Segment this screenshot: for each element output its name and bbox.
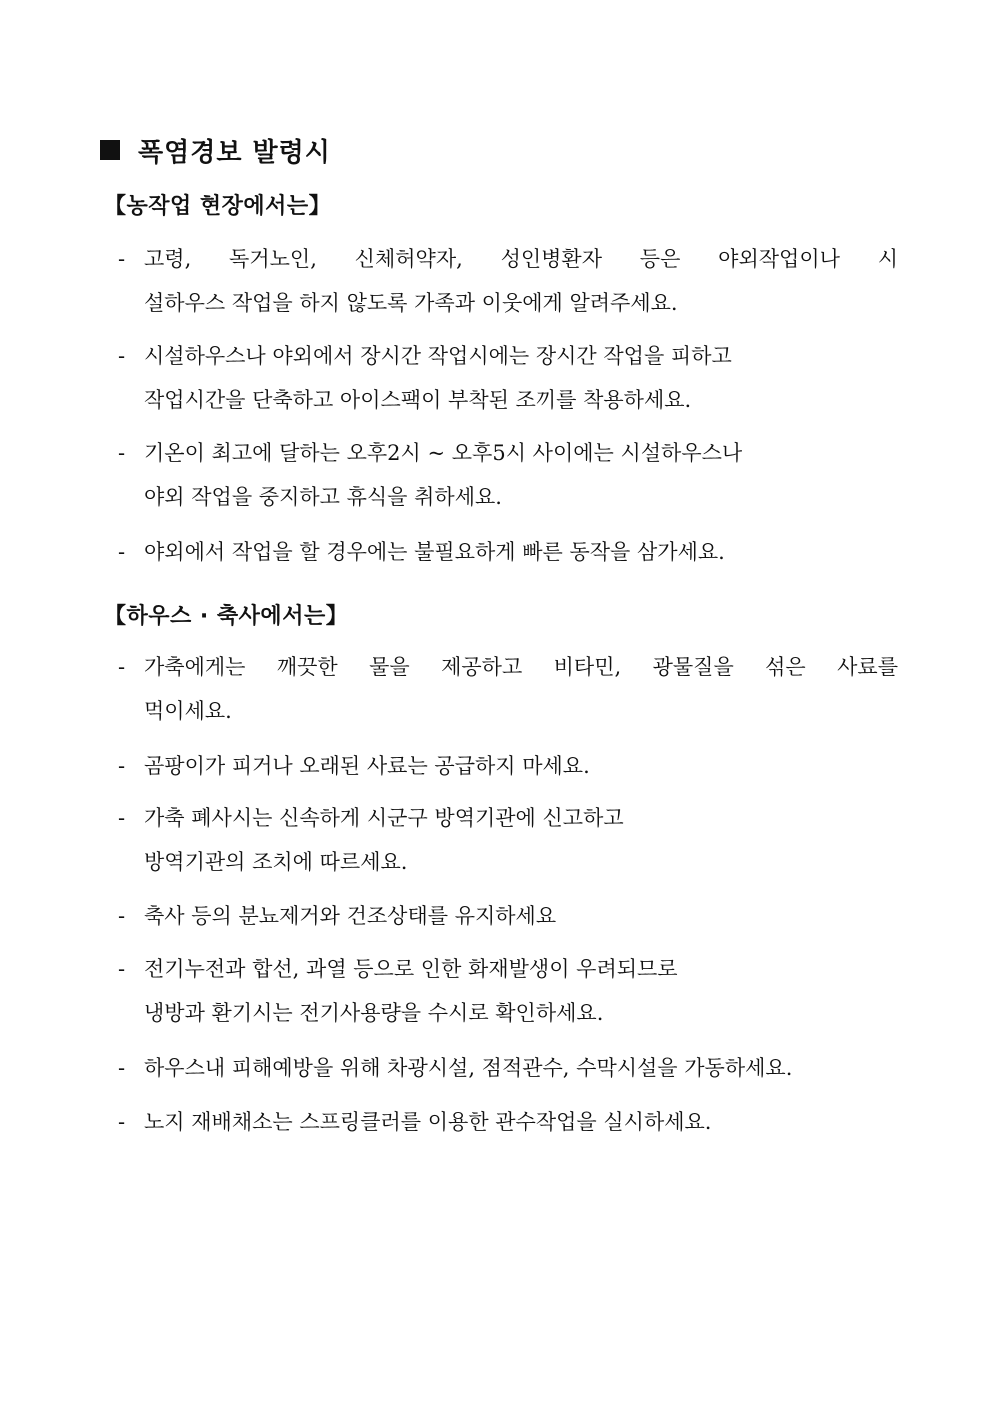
list-item [118, 334, 898, 422]
section-title-house-barn: 【하우스 · 축사에서는】 [104, 603, 349, 629]
list-item [118, 894, 898, 938]
bullet-dash: - [118, 1056, 126, 1080]
list-item-text: 시설하우스나 야외에서 장시간 작업시에는 장시간 작업을 피하고 [144, 344, 732, 368]
list-item-text: 축사 등의 분뇨제거와 건조상태를 유지하세요 [144, 904, 557, 928]
list-item [118, 1046, 898, 1090]
list-item [118, 431, 898, 519]
bullet-dash: - [118, 904, 126, 928]
bullet-dash: - [118, 655, 126, 679]
document-title [100, 128, 331, 172]
list-item [118, 744, 898, 788]
bullet-dash: - [118, 957, 126, 981]
bullet-dash: - [118, 754, 126, 778]
list-item-text: 방역기관의 조치에 따르세요. [144, 850, 408, 874]
list-item-text: 하우스내 피해예방을 위해 차광시설, 점적관수, 수막시설을 가동하세요. [144, 1056, 793, 1080]
list-item [118, 947, 898, 1035]
list-item-text: 작업시간을 단축하고 아이스팩이 부착된 조끼를 착용하세요. [144, 388, 692, 412]
bullet-dash: - [118, 344, 126, 368]
list-item-text: 전기누전과 합선, 과열 등으로 인한 화재발생이 우려되므로 [144, 957, 678, 981]
black-square-icon [100, 140, 120, 160]
section-title-farm-work: 【농작업 현장에서는】 [104, 193, 332, 219]
list-item [118, 645, 898, 733]
list-item-text: 먹이세요. [144, 699, 232, 723]
list-item-text: 가축에게는 깨끗한 물을 제공하고 비타민, 광물질을 섞은 사료를 [144, 655, 898, 679]
list-item-text: 곰팡이가 피거나 오래된 사료는 공급하지 마세요. [144, 754, 590, 778]
list-item-text: 노지 재배채소는 스프링클러를 이용한 관수작업을 실시하세요. [144, 1110, 712, 1134]
bullet-dash: - [118, 1110, 126, 1134]
bullet-dash: - [118, 247, 126, 271]
list-item-text: 야외 작업을 중지하고 휴식을 취하세요. [144, 485, 502, 509]
list-item-text: 기온이 최고에 달하는 오후2시 ~ 오후5시 사이에는 시설하우스나 [144, 441, 743, 465]
bullet-dash: - [118, 441, 126, 465]
list-item-text: 설하우스 작업을 하지 않도록 가족과 이웃에게 알려주세요. [144, 291, 678, 315]
list-item-text: 고령, 독거노인, 신체허약자, 성인병환자 등은 야외작업이나 시 [144, 247, 898, 271]
document-title-text: 폭염경보 발령시 [138, 137, 331, 168]
list-item-text: 가축 폐사시는 신속하게 시군구 방역기관에 신고하고 [144, 806, 624, 830]
bullet-dash: - [118, 806, 126, 830]
list-item [118, 796, 898, 884]
list-item [118, 530, 898, 574]
list-item-text: 야외에서 작업을 할 경우에는 불필요하게 빠른 동작을 삼가세요. [144, 540, 725, 564]
bullet-dash: - [118, 540, 126, 564]
list-item [118, 237, 898, 325]
list-item-text: 냉방과 환기시는 전기사용량을 수시로 확인하세요. [144, 1001, 604, 1025]
list-item [118, 1100, 898, 1144]
